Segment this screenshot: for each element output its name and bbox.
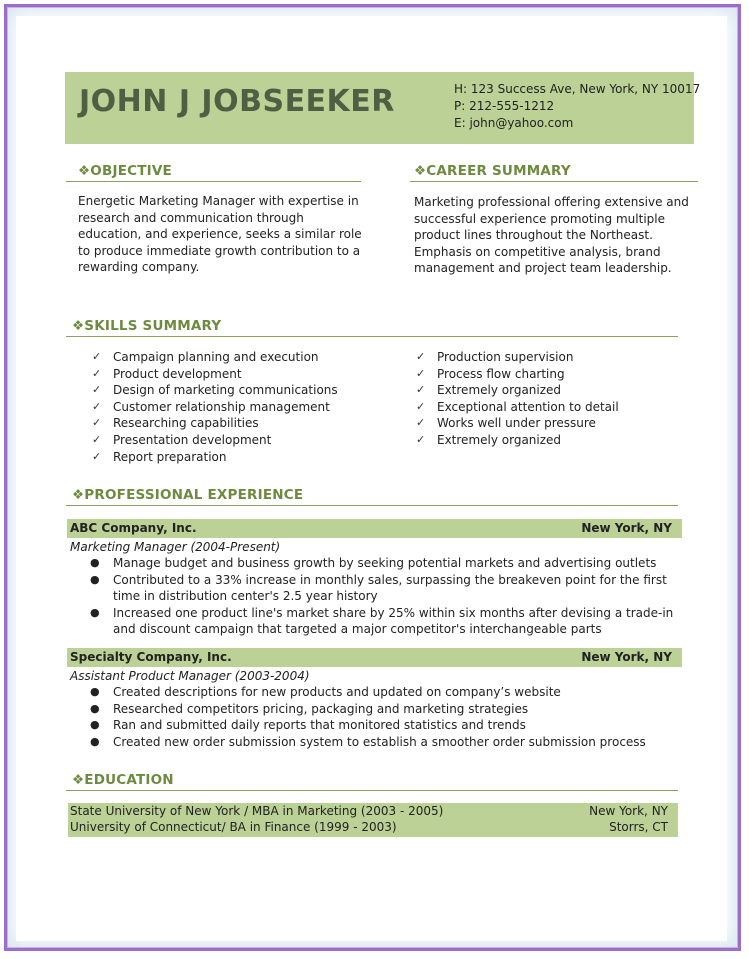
bullet-icon: ● bbox=[90, 605, 100, 619]
list-item: ✓ Product development bbox=[92, 366, 242, 381]
company-name: ABC Company, Inc. bbox=[70, 521, 197, 535]
checkmark-icon: ✓ bbox=[92, 366, 102, 380]
list-item: ✓ Researching capabilities bbox=[92, 416, 259, 431]
list-item: ✓ Production supervision bbox=[416, 350, 574, 364]
email-address: E: john@yahoo.com bbox=[454, 116, 574, 130]
list-item: ✓ Process flow charting bbox=[416, 366, 565, 381]
list-item: ✓ Extremely organized bbox=[416, 383, 562, 398]
career-summary-heading: ❖CAREER SUMMARY bbox=[414, 163, 571, 179]
skills-list-right bbox=[416, 349, 619, 449]
company-location: New York, NY bbox=[581, 521, 672, 535]
checkmark-icon: ✓ bbox=[416, 432, 426, 446]
objective-text: Energetic Marketing Manager with expertise in research and communication through education, and experience, seeks a similar role to produce immediate growth contribution to a rewarding company. bbox=[78, 194, 362, 274]
contact-info bbox=[454, 81, 700, 132]
list-item: ✓ Report preparation bbox=[92, 449, 227, 464]
company-location: New York, NY bbox=[581, 650, 672, 664]
list-item: ✓ Design of marketing communications bbox=[92, 383, 338, 398]
checkmark-icon: ✓ bbox=[92, 383, 102, 397]
job-role: Marketing Manager (2004-Present) bbox=[70, 540, 281, 554]
list-item: ● Ran and submitted daily reports that monitored statistics and trends bbox=[90, 718, 526, 733]
bullet-icon: ● bbox=[90, 572, 100, 586]
job-header-abc bbox=[67, 519, 682, 538]
objective-rule bbox=[66, 181, 361, 182]
checkmark-icon: ✓ bbox=[92, 416, 102, 430]
checkmark-icon: ✓ bbox=[416, 366, 426, 380]
checkmark-icon: ✓ bbox=[416, 416, 426, 430]
list-item: ● Created descriptions for new products and updated on company’s website bbox=[90, 685, 561, 699]
list-item: ✓ Campaign planning and execution bbox=[92, 350, 319, 364]
education-row bbox=[70, 820, 668, 836]
bullet-icon: ● bbox=[90, 718, 100, 732]
education-band bbox=[68, 803, 678, 837]
phone-number: P: 212-555-1212 bbox=[454, 99, 555, 113]
career-summary-rule bbox=[410, 181, 698, 182]
job-bullets-specialty bbox=[90, 684, 678, 750]
education-heading: ❖EDUCATION bbox=[72, 772, 174, 788]
checkmark-icon: ✓ bbox=[92, 432, 102, 446]
education-location: New York, NY bbox=[589, 804, 668, 818]
list-item: ✓ Works well under pressure bbox=[416, 416, 596, 431]
experience-rule bbox=[66, 505, 678, 506]
career-summary-text: Marketing professional offering extensive and successful experience promoting multiple product lines throughout the Northeast. Emphasis on competitive analysis, brand management and project team leadership. bbox=[414, 195, 689, 275]
header-band bbox=[65, 72, 701, 144]
list-item: ● Researched competitors pricing, packaging and marketing strategies bbox=[90, 701, 529, 716]
list-item: ● Increased one product line's market share by 25% within six months after devising a trade-in and discount campaign that targeted a major competitor's interchangeable parts bbox=[90, 605, 674, 637]
education-location: Storrs, CT bbox=[609, 820, 668, 834]
candidate-name: JOHN J JOBSEEKER bbox=[79, 84, 395, 119]
checkmark-icon: ✓ bbox=[416, 383, 426, 397]
bullet-icon: ● bbox=[90, 685, 100, 698]
education-degree: State University of New York / MBA in Marketing (2003 - 2005) bbox=[70, 804, 444, 818]
checkmark-icon: ✓ bbox=[92, 350, 102, 363]
education-row bbox=[70, 804, 668, 820]
checkmark-icon: ✓ bbox=[92, 399, 102, 413]
list-item: ✓ Customer relationship management bbox=[92, 399, 330, 414]
skills-list-left bbox=[92, 349, 338, 465]
company-name: Specialty Company, Inc. bbox=[70, 650, 232, 664]
list-item: ● Manage budget and business growth by seeking potential markets and advertising outlets bbox=[90, 556, 657, 570]
list-item: ✓ Presentation development bbox=[92, 432, 272, 447]
bullet-icon: ● bbox=[90, 556, 100, 569]
home-address: H: 123 Success Ave, New York, NY 10017 bbox=[454, 82, 701, 96]
list-item: ● Contributed to a 33% increase in monthly sales, surpassing the breakeven point for the first time in distribution center's 2.5 year history bbox=[90, 572, 667, 604]
objective-heading: ❖OBJECTIVE bbox=[78, 163, 172, 179]
list-item: ✓ Exceptional attention to detail bbox=[416, 399, 619, 414]
education-degree: University of Connecticut/ BA in Finance (1999 - 2003) bbox=[70, 820, 397, 834]
skills-heading: ❖SKILLS SUMMARY bbox=[72, 318, 222, 334]
checkmark-icon: ✓ bbox=[416, 399, 426, 413]
list-item: ✓ Extremely organized bbox=[416, 432, 562, 447]
skills-rule bbox=[66, 336, 678, 337]
job-bullets-abc bbox=[90, 555, 678, 638]
job-header-specialty bbox=[67, 648, 682, 667]
bullet-icon: ● bbox=[90, 701, 100, 715]
bullet-icon: ● bbox=[90, 734, 100, 748]
experience-heading: ❖PROFESSIONAL EXPERIENCE bbox=[72, 487, 304, 503]
job-role: Assistant Product Manager (2003-2004) bbox=[70, 669, 310, 683]
education-rule bbox=[66, 790, 678, 791]
list-item: ● Created new order submission system to establish a smoother order submission process bbox=[90, 734, 646, 749]
checkmark-icon: ✓ bbox=[92, 449, 102, 463]
checkmark-icon: ✓ bbox=[416, 350, 426, 363]
